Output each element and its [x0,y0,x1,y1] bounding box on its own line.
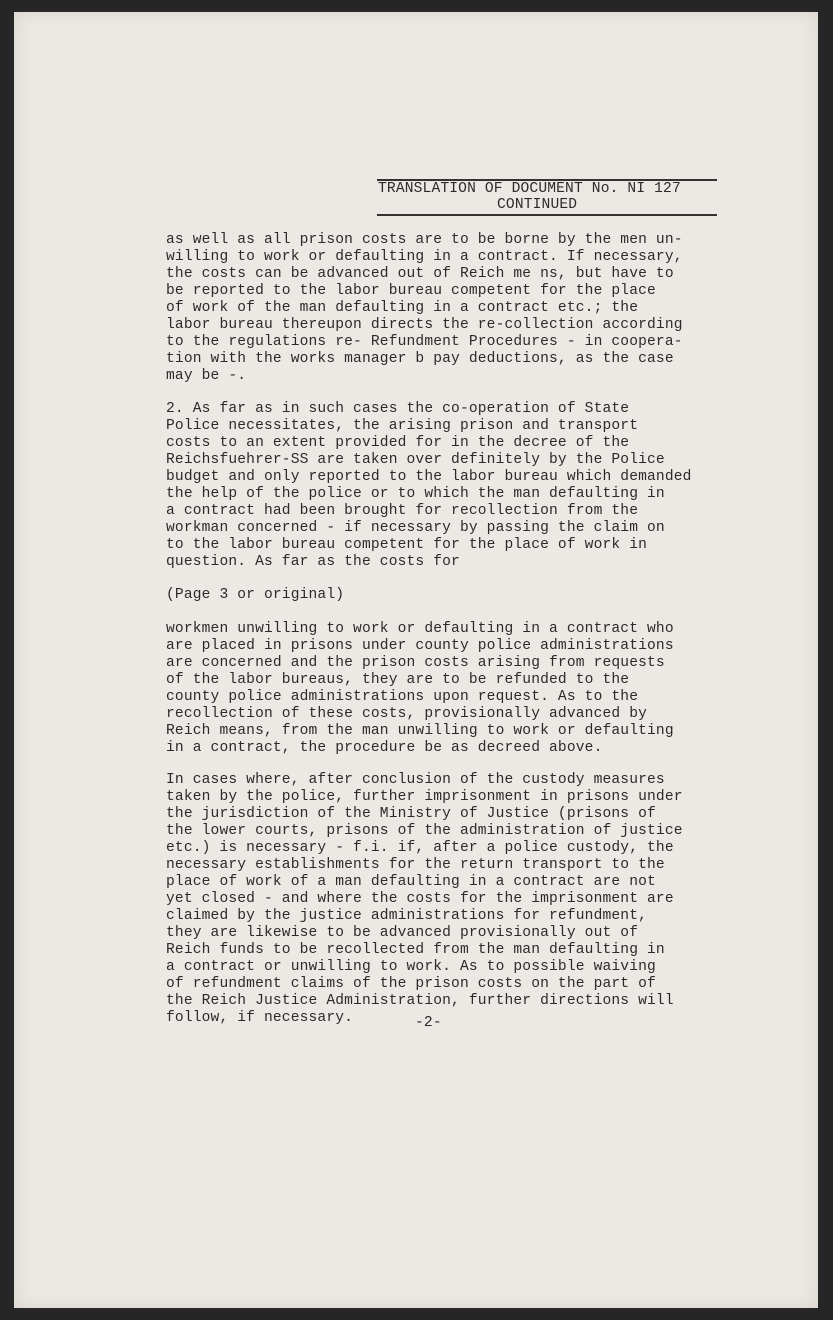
text-line: In cases where, after conclusion of the custody measures [166,772,665,788]
text-line: place of work of a man defaulting in a contract are not [166,874,656,890]
text-line: Reich funds to be recollected from the man defaulting in [166,942,665,958]
text-line: to the labor bureau competent for the place of work in [166,537,648,553]
text-line: claimed by the justice administrations for refundment, [166,908,648,924]
text-line: Police necessitates, the arising prison and transport [166,418,639,434]
paragraph-section-2 [166,401,692,571]
text-line: willing to work or defaulting in a contract. If necessary, [166,249,683,265]
text-line: a contract had been brought for recollection from the [166,503,639,519]
text-line: the lower courts, prisons of the administration of justice [166,823,683,839]
text-line: Reichsfuehrer-SS are taken over definitely by the Police [166,452,665,468]
text-line: the jurisdiction of the Ministry of Justice (prisons of [166,806,656,822]
page-reference-note [166,587,344,604]
document-title: TRANSLATION OF DOCUMENT No. NI 127 [378,181,681,197]
text-line: county police administrations upon request. As to the [166,689,639,705]
text-line: labor bureau thereupon directs the re-collection according [166,317,683,333]
text-line: the costs can be advanced out of Reich me ns, but have to [166,266,674,282]
text-line: necessary establishments for the return transport to the [166,857,665,873]
text-line: they are likewise to be advanced provisionally out of [166,925,639,941]
text-line: etc.) is necessary - f.i. if, after a police custody, the [166,840,674,856]
text-line: 2. As far as in such cases the co-operation of State [166,401,630,417]
text-line: to the regulations re- Refundment Procedures - in coopera- [166,334,683,350]
text-line: a contract or unwilling to work. As to possible waiving [166,959,656,975]
text-line: workman concerned - if necessary by passing the claim on [166,520,665,536]
text-line: in a contract, the procedure be as decreed above. [166,740,603,756]
text-line: yet closed - and where the costs for the imprisonment are [166,891,674,907]
text-line: are concerned and the prison costs arising from requests [166,655,665,671]
text-line: costs to an extent provided for in the decree of the [166,435,630,451]
text-line: recollection of these costs, provisionally advanced by [166,706,648,722]
text-line: tion with the works manager b pay deductions, as the case [166,351,674,367]
text-line: the Reich Justice Administration, further directions will [166,993,674,1009]
text-line: are placed in prisons under county police administrations [166,638,674,654]
text-line: as well as all prison costs are to be borne by the men un- [166,232,683,248]
document-subtitle: CONTINUED [497,197,578,213]
text-line: follow, if necessary. [166,1010,354,1026]
text-line: workmen unwilling to work or defaulting in a contract who [166,621,674,637]
text-line: budget and only reported to the labor bureau which demanded [166,469,692,485]
text-line: question. As far as the costs for [166,554,460,570]
text-line: Reich means, from the man unwilling to work or defaulting [166,723,674,739]
text-line: may be -. [166,368,247,384]
text-line: of work of the man defaulting in a contract etc.; the [166,300,639,316]
text-line: the help of the police or to which the man defaulting in [166,486,665,502]
text-line: (Page 3 or original) [166,587,345,603]
header-bottom-rule [377,214,717,216]
page-number: -2- [415,1015,442,1031]
paragraph-county-police [166,621,674,757]
paragraph-continuation [166,232,683,385]
text-line: of the labor bureaus, they are to be refunded to the [166,672,630,688]
text-line: of refundment claims of the prison costs on the part of [166,976,656,992]
text-line: taken by the police, further imprisonment in prisons under [166,789,683,805]
text-line: be reported to the labor bureau competent for the place [166,283,656,299]
paragraph-justice-ministry [166,772,683,1027]
